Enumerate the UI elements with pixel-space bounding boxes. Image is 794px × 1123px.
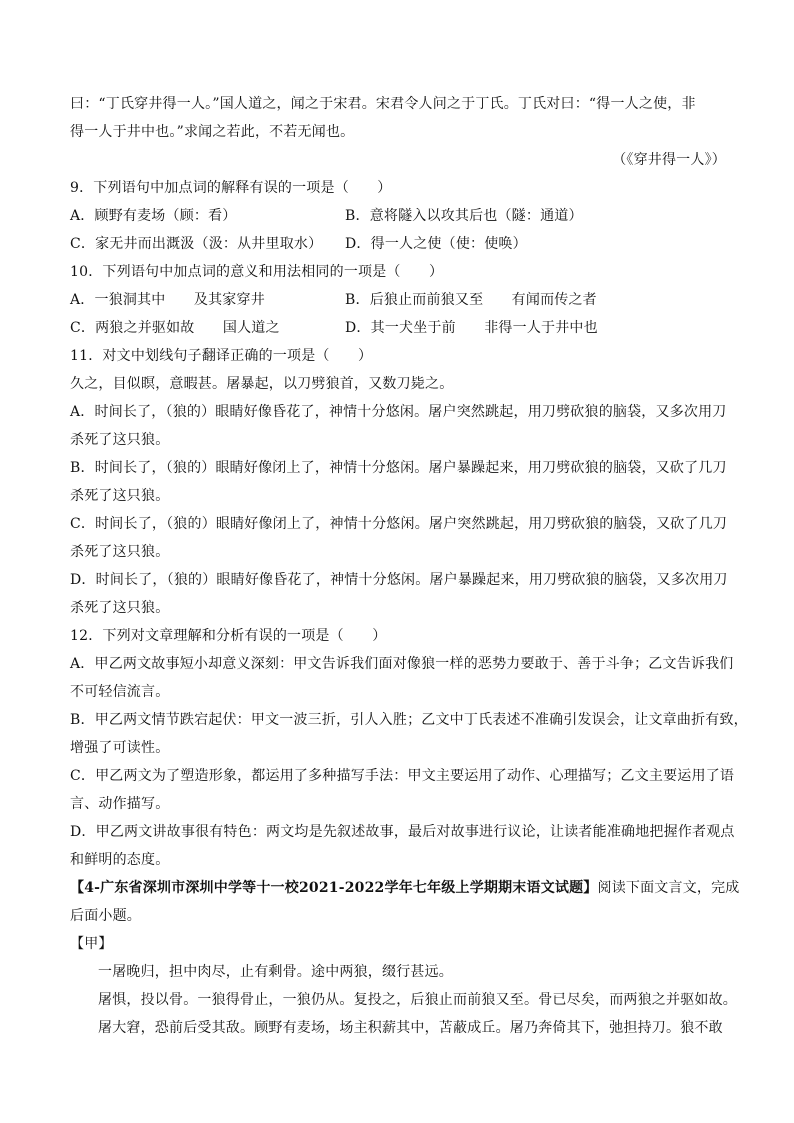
q9-stem: 9．下列语句中加点词的解释有误的一项是（ ） <box>70 180 392 196</box>
text-jia-paragraph-3: 屠大窘，恐前后受其敌。顾野有麦场，场主积薪其中，苫蔽成丘。屠乃奔倚其下，弛担持刀。狼不敢 <box>98 1020 723 1036</box>
section-heading-instruction: 阅读下面文言文，完成 <box>597 880 740 896</box>
q9-options-row-1 <box>70 202 726 230</box>
q11-option-a-cont: 杀死了这只狼。 <box>70 432 170 448</box>
q9-option-d: D．得一人之使（使：使唤） <box>345 236 527 252</box>
text-jia-label: 【甲】 <box>70 936 113 952</box>
q11-option-d: D．时间长了，（狼的）眼睛好像昏花了，神情十分悠闲。屠户暴躁起来，用刀劈砍狼的脑袋，又多次用刀 <box>70 572 728 588</box>
q11-stem: 11．对文中划线句子翻译正确的一项是（ ） <box>70 348 373 364</box>
document-page <box>70 90 748 1042</box>
q12-option-c: C．甲乙两文为了塑造形象，都运用了多种描写手法：甲文主要运用了动作、心理描写；乙文主要运用了语 <box>70 768 735 784</box>
text-jia-paragraph-2: 屠惧，投以骨。一狼得骨止，一狼仍从。复投之，后狼止而前狼又至。骨已尽矣，而两狼之并驱如故。 <box>98 992 737 1008</box>
q9-option-b: B．意将隧入以攻其后也（隧：通道） <box>345 208 583 224</box>
text-jia-paragraph-1: 一屠晚归，担中肉尽，止有剩骨。途中两狼，缀行甚远。 <box>98 964 453 980</box>
q10-option-b: B．后狼止而前狼又至 有闻而传之者 <box>345 292 597 308</box>
passage-source: （《穿井得一人》） <box>612 152 726 168</box>
q11-option-b-cont: 杀死了这只狼。 <box>70 488 170 504</box>
q12-option-d-cont: 和鲜明的态度。 <box>70 852 170 868</box>
q12-option-a-cont: 不可轻信流言。 <box>70 684 170 700</box>
q10-options-row-2 <box>70 314 726 342</box>
section-heading <box>70 874 740 902</box>
q11-option-d-cont: 杀死了这只狼。 <box>70 600 170 616</box>
q11-option-c-cont: 杀死了这只狼。 <box>70 544 170 560</box>
q11-option-a: A．时间长了，（狼的）眼睛好像昏花了，神情十分悠闲。屠户突然跳起，用刀劈砍狼的脑袋，又多次用刀 <box>70 404 727 420</box>
q9-option-a: A．顾野有麦场（顾：看） <box>70 208 237 224</box>
q10-option-d: D．其一犬坐于前 非得一人于井中也 <box>345 320 598 336</box>
q12-option-b: B．甲乙两文情节跌宕起伏：甲文一波三折，引人入胜；乙文中丁氏表述不准确引发误会，让文章曲折有致， <box>70 712 748 728</box>
q9-option-c: C．家无井而出溉汲（汲：从井里取水） <box>70 236 323 252</box>
q9-options-row-2 <box>70 230 726 258</box>
q12-option-c-cont: 言、动作描写。 <box>70 796 170 812</box>
passage-line-1: 曰：“丁氏穿井得一人。”国人道之，闻之于宋君。宋君令人问之于丁氏。丁氏对曰：“得一人之使，非 <box>70 96 696 112</box>
q11-option-c: C．时间长了，（狼的）眼睛好像闭上了，神情十分悠闲。屠户突然跳起，用刀劈砍狼的脑袋，又砍了几刀 <box>70 516 728 532</box>
q11-option-b: B．时间长了，（狼的）眼睛好像闭上了，神情十分悠闲。屠户暴躁起来，用刀劈砍狼的脑袋，又砍了几刀 <box>70 460 727 476</box>
q10-stem: 10．下列语句中加点词的意义和用法相同的一项是（ ） <box>70 264 444 280</box>
q12-option-a: A．甲乙两文故事短小却意义深刻：甲文告诉我们面对像狼一样的恶势力要敢于、善于斗争；乙文告诉我们 <box>70 656 734 672</box>
q11-sentence: 久之，目似瞑，意暇甚。屠暴起，以刀劈狼首，又数刀毙之。 <box>70 376 454 392</box>
section-heading-cont: 后面小题。 <box>70 908 141 924</box>
section-heading-source: 【4-广东省深圳市深圳中学等十一校2021-2022学年七年级上学期期末语文试题】 <box>70 880 598 896</box>
q12-option-d: D．甲乙两文讲故事很有特色：两文均是先叙述故事，最后对故事进行议论，让读者能准确地把握作者观点 <box>70 824 735 840</box>
q12-option-b-cont: 增强了可读性。 <box>70 740 170 756</box>
q10-option-a: A．一狼洞其中 及其家穿井 <box>70 292 265 308</box>
q10-option-c: C．两狼之并驱如故 国人道之 <box>70 320 280 336</box>
q10-options-row-1 <box>70 286 726 314</box>
passage-line-2: 得一人于井中也。”求闻之若此，不若无闻也。 <box>70 124 355 140</box>
q12-stem: 12．下列对文章理解和分析有误的一项是（ ） <box>70 628 387 644</box>
